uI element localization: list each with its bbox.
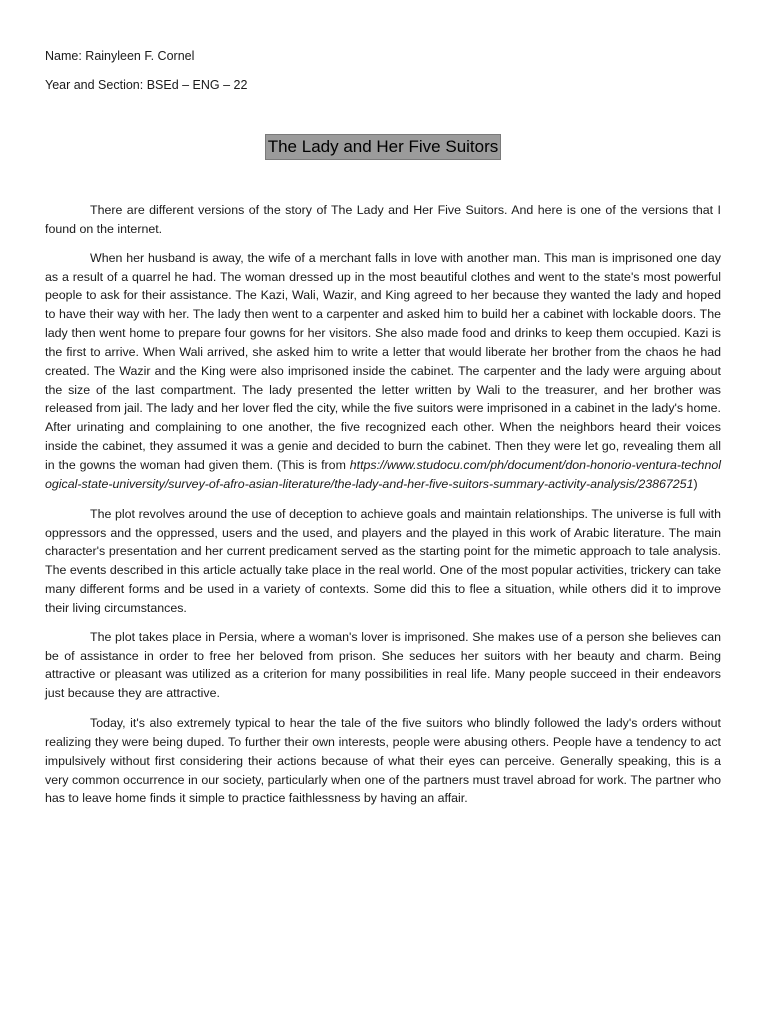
paragraph-setting: The plot takes place in Persia, where a woman's lover is imprisoned. She makes use of a person she believes can be of assistance in order to free her beloved from prison. She seduces her suitors with her beauty and charm. Being attractive or pleasant was utilized as a criterion for many possibilities in real life. Many people succeed in their endeavors just because they are attractive.: [45, 629, 721, 701]
document-page: [45, 0, 721, 1024]
summary-close: ): [693, 476, 698, 491]
document-body: [45, 201, 721, 818]
paragraph-summary: [45, 249, 721, 494]
year-section-line: Year and Section: BSEd – ENG – 22: [45, 78, 248, 92]
paragraph-analysis: The plot revolves around the use of deception to achieve goals and maintain relationships. The universe is full with oppressors and the oppressed, users and the used, and players and the played in this work of Arabic literature. The main character's presentation and her current predicament served as the starting point for the mimetic approach to tale analysis. The events described in this article actually take place in the real world. One of the most popular activities, trickery can take many different forms and be used in a variety of contexts. Some did this to flee a situation, while others did it to improve their living circumstances.: [45, 506, 721, 615]
title-container: [45, 134, 721, 160]
summary-text: When her husband is away, the wife of a merchant falls in love with another man. This man is imprisoned one day as a result of a quarrel he had. The woman dressed up in the most beautiful clothes and went to the state's most powerful people to ask for their assistance. The Kazi, Wali, Wazir, and King agreed to her because they wanted the lady and hoped to have their way with her. The lady then went to a carpenter and asked him to build her a cabinet with lockable doors. The lady then went home to prepare four gowns for her visitors. She also made food and drinks to keep them occupied. Kazi is the first to arrive. When Wali arrived, she asked him to write a letter that would liberate her brother from the chaos he had created. The Wazir and the King were also imprisoned inside the cabinet. The carpenter and the lady were arguing about the size of the last compartment. The lady presented the letter written by Wali to the treasurer, and her brother was released from jail. The lady and her lover fled the city, while the five suitors were imprisoned in a cabinet in the lady's home. After urinating and complaining to one another, the five recognized each other. When the neighbors heard their voices inside the cabinet, they assumed it was a genie and decided to burn the cabinet. Then they were let go, revealing them all in the gowns the woman had given them. (This is from: [45, 250, 721, 472]
paragraph-intro: There are different versions of the story of The Lady and Her Five Suitors. And here is one of the versions that I found on the internet.: [45, 203, 721, 236]
student-name-line: Name: Rainyleen F. Cornel: [45, 49, 195, 63]
document-title: The Lady and Her Five Suitors: [265, 134, 502, 160]
paragraph-today: Today, it's also extremely typical to hear the tale of the five suitors who blindly followed the lady's orders without realizing they were being duped. To further their own interests, people were abusing others. People have a tendency to act impulsively without first considering their actions because of what their eyes can perceive. Generally speaking, this is a very common occurrence in our society, particularly when one of the partners must travel abroad for work. The partner who has to leave home finds it simple to practice faithlessness by having an affair.: [45, 716, 721, 806]
source-link[interactable]: https://www.studocu.com/ph/document/don-honorio-ventura-technological-state-university/survey-of-afro-asian-literature/the-lady-and-her-five-suitors-summary-activity-analysis/23867251: [45, 457, 721, 491]
